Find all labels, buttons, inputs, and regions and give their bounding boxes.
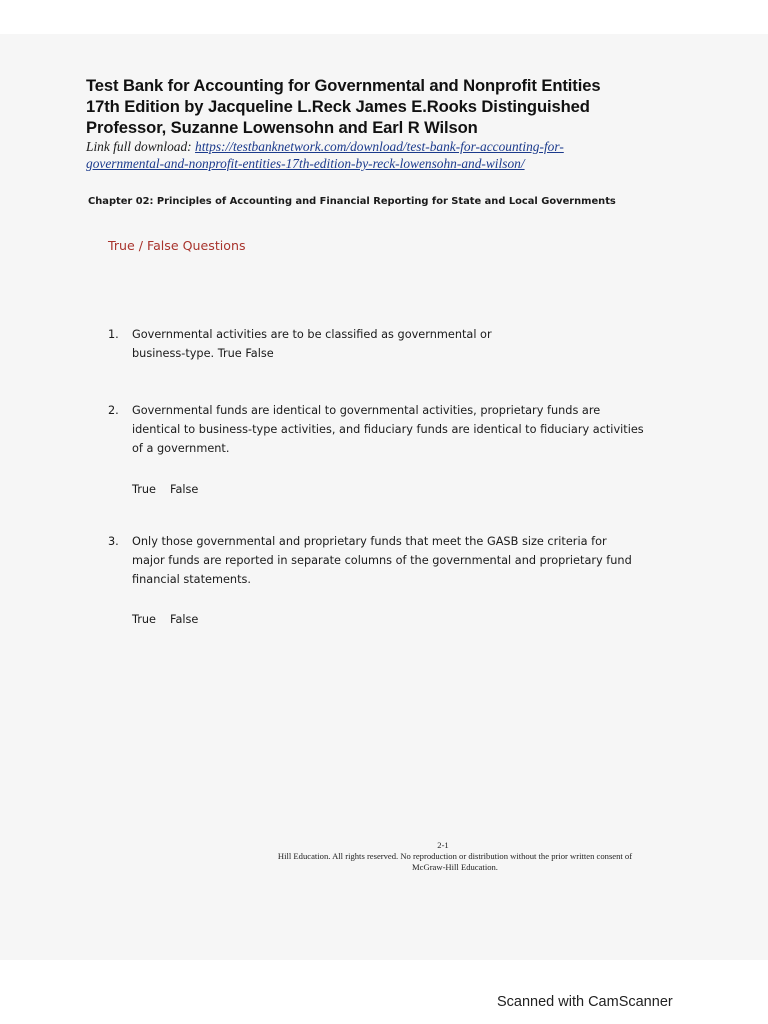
- true-option: True: [132, 483, 156, 496]
- question-text-line: business-type. True False: [132, 347, 274, 360]
- copyright-line-1: Hill Education. All rights reserved. No reproduction or distribution without the prior written consent of: [277, 851, 633, 861]
- download-link-url[interactable]: https://testbanknetwork.com/download/test-bank-for-accounting-for-: [195, 139, 564, 154]
- page-number: 2-1: [437, 840, 449, 850]
- download-link-line-2: [86, 155, 686, 172]
- answer-options-2: [132, 483, 198, 496]
- download-link-label: Link full download:: [86, 139, 192, 154]
- question-text-line: Governmental funds are identical to governmental activities, proprietary funds are: [132, 404, 601, 417]
- question-text-line: of a government.: [132, 442, 230, 455]
- question-text-line: major funds are reported in separate columns of the governmental and proprietary fund: [132, 554, 632, 567]
- question-text-line: Only those governmental and proprietary funds that meet the GASB size criteria for: [132, 535, 607, 548]
- download-link-url-continued[interactable]: governmental-and-nonprofit-entities-17th-edition-by-reck-lowensohn-and-wilson/: [86, 156, 525, 171]
- true-option: True: [132, 613, 156, 626]
- page-footer: [220, 840, 690, 873]
- download-link-line-1: [86, 138, 686, 155]
- chapter-title: Chapter 02: Principles of Accounting and Financial Reporting for State and Local Governments: [88, 196, 616, 207]
- question-text-line: financial statements.: [132, 573, 251, 586]
- question-1: [108, 325, 668, 363]
- false-option: False: [170, 483, 199, 496]
- question-number: 1.: [108, 328, 119, 341]
- document-title-line-3: Professor, Suzanne Lowensohn and Earl R Wilson: [86, 118, 478, 137]
- section-heading: True / False Questions: [108, 238, 246, 253]
- copyright-line-2: McGraw-Hill Education.: [412, 862, 498, 872]
- question-number: 3.: [108, 535, 119, 548]
- scanner-watermark: Scanned with CamScanner: [497, 994, 673, 1010]
- false-option: False: [170, 613, 199, 626]
- document-title-line-2: 17th Edition by Jacqueline L.Reck James E.Rooks Distinguished: [86, 97, 590, 116]
- question-text-line: Governmental activities are to be classified as governmental or: [132, 328, 492, 341]
- question-number: 2.: [108, 404, 119, 417]
- document-title-line-1: Test Bank for Accounting for Governmental and Nonprofit Entities: [86, 76, 601, 95]
- question-2: [108, 401, 668, 458]
- answer-options-3: [132, 613, 198, 626]
- document-header: [86, 75, 686, 172]
- question-text-line: identical to business-type activities, and fiduciary funds are identical to fiduciary activities: [132, 423, 644, 436]
- scanned-page: [0, 34, 768, 960]
- question-3: [108, 532, 668, 589]
